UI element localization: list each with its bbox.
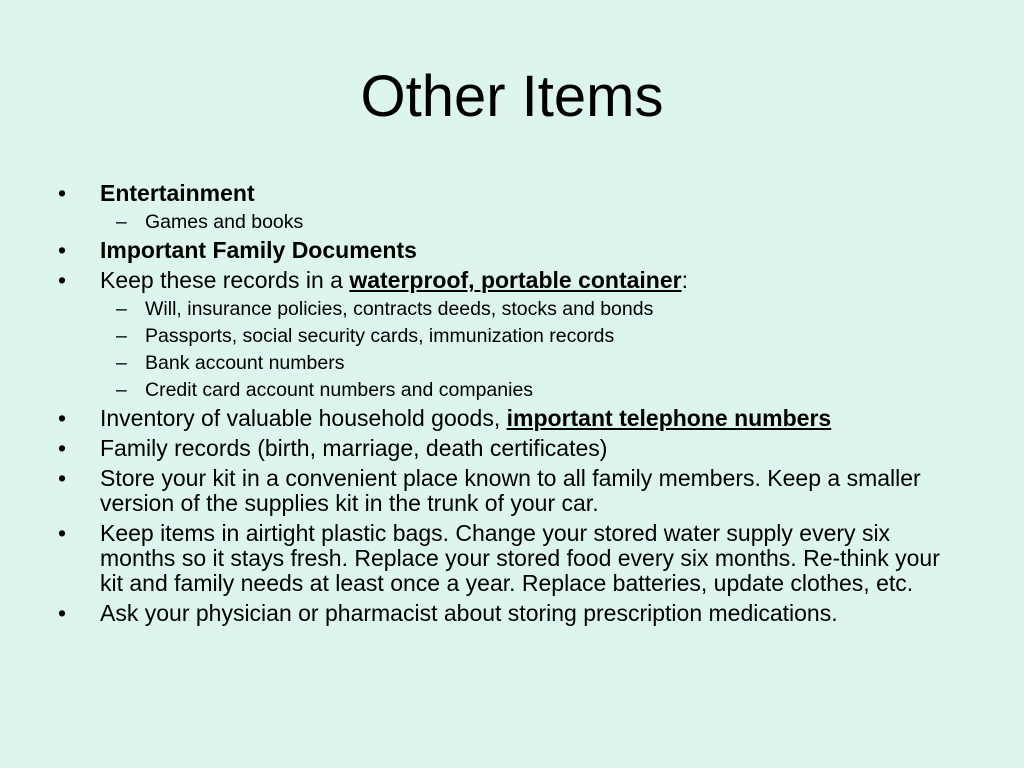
subbullet-text: Credit card account numbers and companies (145, 379, 534, 401)
bullet-entertainment (0, 181, 1024, 206)
bullet-text: Ask your physician or pharmacist about storing prescription medications. (100, 600, 838, 626)
bullet-family-documents (0, 238, 1024, 263)
bullet-marker: • (58, 465, 67, 491)
bullet-marker: • (58, 237, 67, 263)
bullet-text: Keep items in airtight plastic bags. Change your stored water supply every six months so it stays fresh. Replace your stored food every six months. Re-think your kit and family needs at least once a year. Replace batteries, update clothes, etc. (100, 520, 940, 596)
bullet-text-prefix: Keep these records in a (100, 267, 350, 293)
subbullet-text: Bank account numbers (145, 352, 345, 374)
bullet-text: Store your kit in a convenient place known to all family members. Keep a smaller version of the supplies kit in the trunk of your car. (100, 465, 921, 516)
subbullet-passports (0, 325, 1024, 347)
dash-marker: – (116, 352, 127, 374)
subbullet-text: Games and books (145, 211, 304, 233)
dash-marker: – (116, 298, 127, 320)
bullet-inventory (0, 406, 1024, 431)
bullet-text-emphasis: important telephone numbers (506, 405, 832, 431)
subbullet-text: Passports, social security cards, immunization records (145, 325, 615, 347)
bullet-marker: • (58, 405, 67, 431)
bullet-text: Entertainment (100, 180, 255, 206)
dash-marker: – (116, 379, 127, 401)
bullet-list (0, 181, 1024, 631)
bullet-text-suffix: : (681, 267, 688, 293)
bullet-family-records (0, 436, 1024, 461)
bullet-airtight-bags (0, 521, 1024, 596)
subbullet-text: Will, insurance policies, contracts deeds, stocks and bonds (145, 298, 654, 320)
subbullet-games (0, 211, 1024, 233)
bullet-physician (0, 601, 1024, 626)
bullet-store-kit (0, 466, 1024, 516)
bullet-text: Important Family Documents (100, 237, 417, 263)
subbullet-will (0, 298, 1024, 320)
bullet-marker: • (58, 435, 67, 461)
bullet-marker: • (58, 520, 67, 546)
bullet-text-prefix: Inventory of valuable household goods, (100, 405, 507, 431)
subbullet-bank (0, 352, 1024, 374)
bullet-text: Family records (birth, marriage, death certificates) (100, 435, 608, 461)
bullet-marker: • (58, 180, 67, 206)
dash-marker: – (116, 325, 127, 347)
bullet-marker: • (58, 267, 67, 293)
bullet-text-emphasis: waterproof, portable container (349, 267, 682, 293)
subbullet-credit-card (0, 379, 1024, 401)
slide-title: Other Items (360, 64, 664, 129)
bullet-marker: • (58, 600, 67, 626)
bullet-keep-records (0, 268, 1024, 293)
dash-marker: – (116, 211, 127, 233)
